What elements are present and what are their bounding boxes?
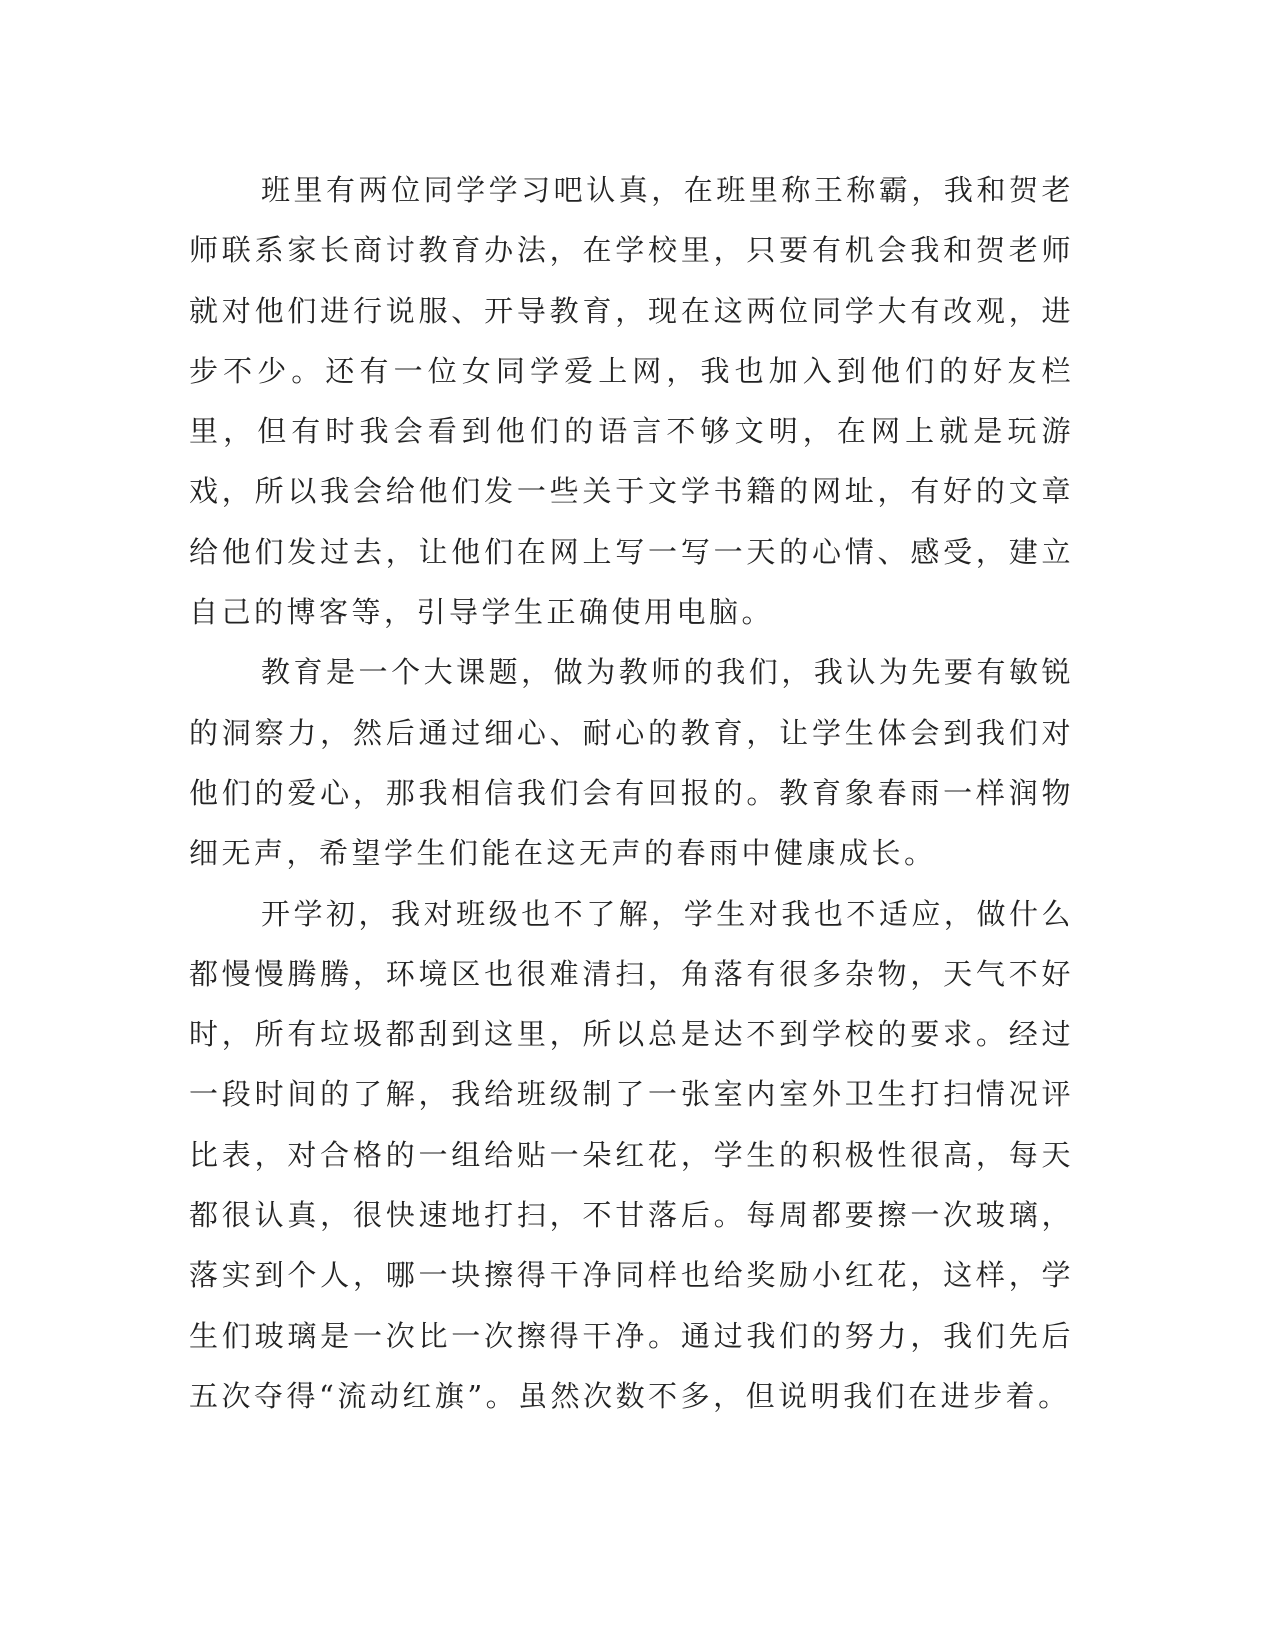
paragraph-hygiene-improvement: 开学初，我对班级也不了解，学生对我也不适应，做什么都慢慢腾腾，环境区也很难清扫，角落有很多杂物，天气不好时，所有垃圾都刮到这里，所以总是达不到学校的要求。经过一段时间的了解，我给班级制了一张室内室外卫生打扫情况评比表，对合格的一组给贴一朵红花，学生的积极性很高，每天都很认真，很快速地打扫，不甘落后。每周都要擦一次玻璃，落实到个人，哪一块擦得干净同样也给奖励小红花，这样，学生们玻璃是一次比一次擦得干净。通过我们的努力，我们先后五次夺得“流动红旗”。虽然次数不多，但说明我们在进步着。 (189, 896, 1074, 1413)
paragraph-education-reflection: 教育是一个大课题，做为教师的我们，我认为先要有敏锐的洞察力，然后通过细心、耐心的教育，让学生体会到我们对他们的爱心，那我相信我们会有回报的。教育象春雨一样润物细无声，希望学生们能在这无声的春雨中健康成长。 (189, 655, 1074, 871)
document-body (189, 160, 1074, 1426)
paragraph-class-management: 班里有两位同学学习吧认真，在班里称王称霸，我和贺老师联系家长商讨教育办法，在学校里，只要有机会我和贺老师就对他们进行说服、开导教育，现在这两位同学大有改观，进步不少。还有一位女同学爱上网，我也加入到他们的好友栏里，但有时我会看到他们的语言不够文明，在网上就是玩游戏，所以我会给他们发一些关于文学书籍的网址，有好的文章给他们发过去，让他们在网上写一写一天的心情、感受，建立自己的博客等，引导学生正确使用电脑。 (189, 173, 1074, 630)
